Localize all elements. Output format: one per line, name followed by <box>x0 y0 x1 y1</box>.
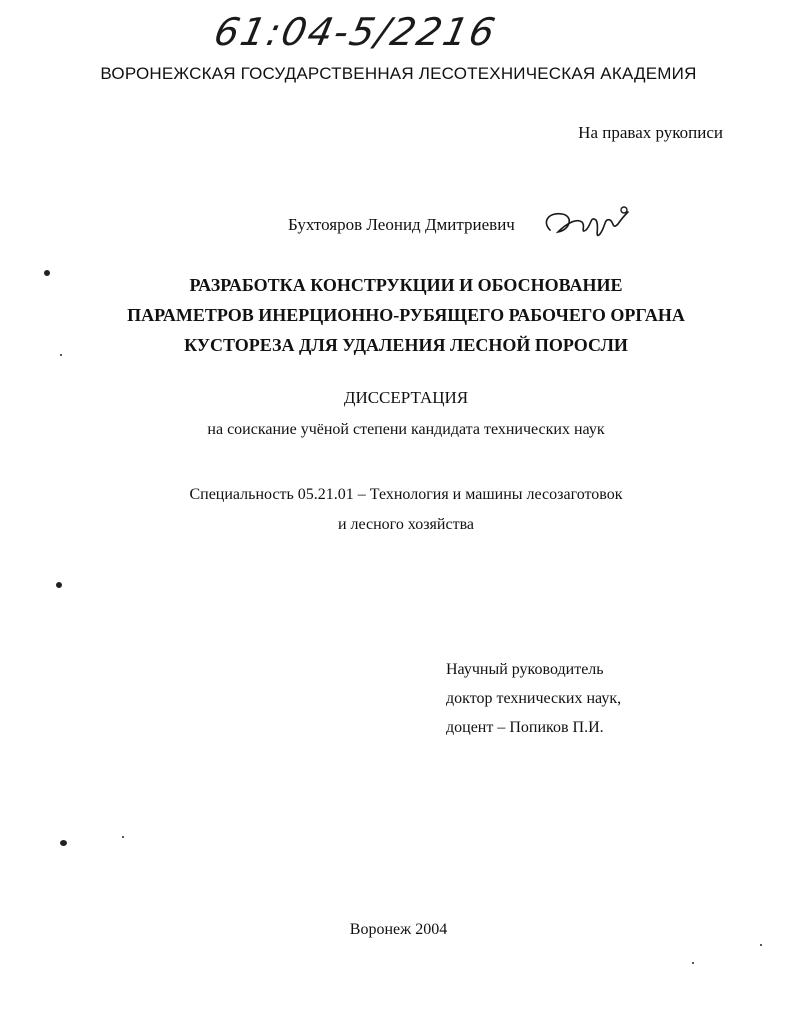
signature-icon <box>540 200 630 245</box>
specialty <box>0 480 797 540</box>
scan-mark <box>44 270 50 276</box>
scan-mark <box>60 354 62 356</box>
document-type: ДИССЕРТАЦИЯ <box>343 388 469 407</box>
scan-mark <box>692 962 694 964</box>
academy-name: ВОРОНЕЖСКАЯ ГОСУДАРСТВЕННАЯ ЛЕСОТЕХНИЧЕСКАЯ АКАДЕМИЯ <box>100 64 697 83</box>
title-line: РАЗРАБОТКА КОНСТРУКЦИИ И ОБОСНОВАНИЕ <box>189 275 623 295</box>
title-line: ПАРАМЕТРОВ ИНЕРЦИОННО-РУБЯЩЕГО РАБОЧЕГО ОРГАНА <box>127 305 685 325</box>
dissertation-title <box>0 270 797 360</box>
archive-number-handwritten: 61:04-5/2216 <box>210 10 501 54</box>
supervisor-line: доцент – Попиков П.И. <box>446 719 604 736</box>
degree-line: на соискание учёной степени кандидата технических наук <box>207 421 605 438</box>
title-line: КУСТОРЕЗА ДЛЯ УДАЛЕНИЯ ЛЕСНОЙ ПОРОСЛИ <box>184 335 628 355</box>
scan-mark <box>56 582 62 588</box>
scan-mark <box>122 836 124 838</box>
scan-mark <box>760 944 762 946</box>
city-year: Воронеж 2004 <box>349 921 448 938</box>
scan-mark <box>60 840 67 846</box>
specialty-line: Специальность 05.21.01 – Технология и машины лесозаготовок <box>189 486 623 503</box>
supervisor-block <box>446 655 621 742</box>
supervisor-line: Научный руководитель <box>446 661 604 678</box>
rights-note: На правах рукописи <box>578 123 723 142</box>
author-name: Бухтояров Леонид Дмитриевич <box>288 215 515 234</box>
supervisor-line: доктор технических наук, <box>446 690 622 707</box>
specialty-line: и лесного хозяйства <box>337 516 475 533</box>
